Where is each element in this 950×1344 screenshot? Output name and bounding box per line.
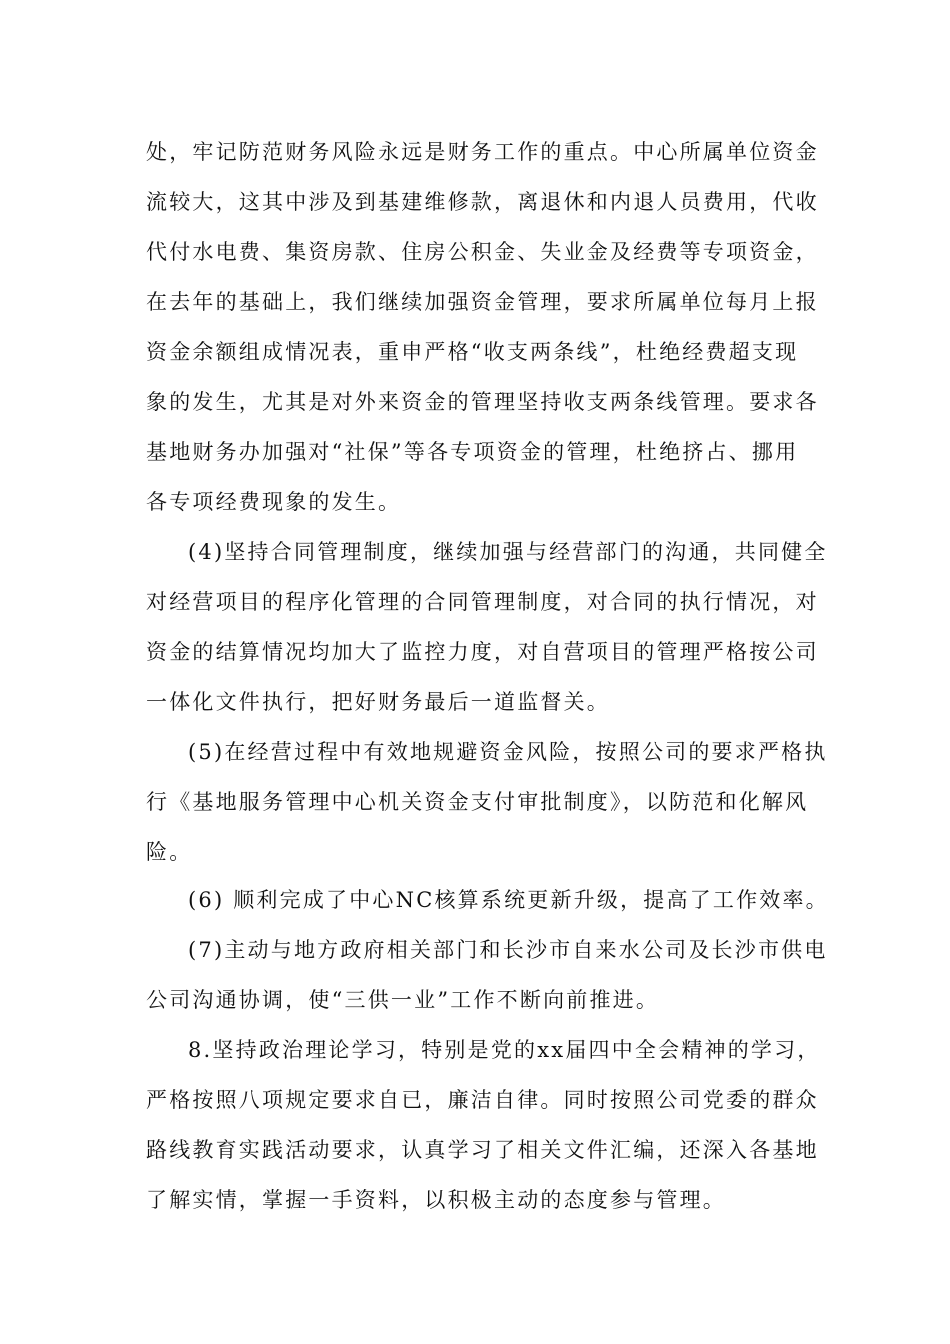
paragraph-5-start: (5)在经营过程中有效地规避资金风险，按照公司的要求严格执 (188, 740, 828, 764)
paragraph-4-start: (4)坚持合同管理制度，继续加强与经营部门的沟通，共同健全 (188, 540, 828, 564)
text-line: 对经营项目的程序化管理的合同管理制度，对合同的执行情况，对 (146, 590, 819, 614)
text-line: 资金余额组成情况表，重申严格“收支两条线”，杜绝经费超支现 (146, 340, 799, 364)
text-line: 险。 (146, 840, 193, 864)
text-line: 处，牢记防范财务风险永远是财务工作的重点。中心所属单位资金 (146, 140, 819, 164)
text-line: 基地财务办加强对“社保”等各专项资金的管理，杜绝挤占、挪用 (146, 440, 799, 464)
text-line: 公司沟通协调，使“三供一业”工作不断向前推进。 (146, 988, 660, 1012)
text-line: 资金的结算情况均加大了监控力度，对自营项目的管理严格按公司 (146, 640, 819, 664)
paragraph-6: (6) 顺利完成了中心NC核算系统更新升级，提高了工作效率。 (188, 888, 829, 912)
text-line: 象的发生，尤其是对外来资金的管理坚持收支两条线管理。要求各 (146, 390, 819, 414)
text-line: 各专项经费现象的发生。 (146, 490, 402, 514)
text-line: 路线教育实践活动要求，认真学习了相关文件汇编，还深入各基地 (146, 1138, 819, 1162)
text-line: 流较大，这其中涉及到基建维修款，离退休和内退人员费用，代收 (146, 190, 819, 214)
paragraph-8-start: 8.坚持政治理论学习，特别是党的xx届四中全会精神的学习， (188, 1038, 821, 1062)
text-line: 行《基地服务管理中心机关资金支付审批制度》，以防范和化解风 (146, 790, 809, 814)
paragraph-7-start: (7)主动与地方政府相关部门和长沙市自来水公司及长沙市供电 (188, 938, 828, 962)
text-line: 在去年的基础上，我们继续加强资金管理，要求所属单位每月上报 (146, 290, 819, 314)
text-line: 严格按照八项规定要求自已，廉洁自律。同时按照公司党委的群众 (146, 1088, 819, 1112)
text-line: 代付水电费、集资房款、住房公积金、失业金及经费等专项资金， (146, 240, 819, 264)
text-line: 了解实情，掌握一手资料，以积极主动的态度参与管理。 (146, 1188, 726, 1212)
text-line: 一体化文件执行，把好财务最后一道监督关。 (146, 690, 610, 714)
